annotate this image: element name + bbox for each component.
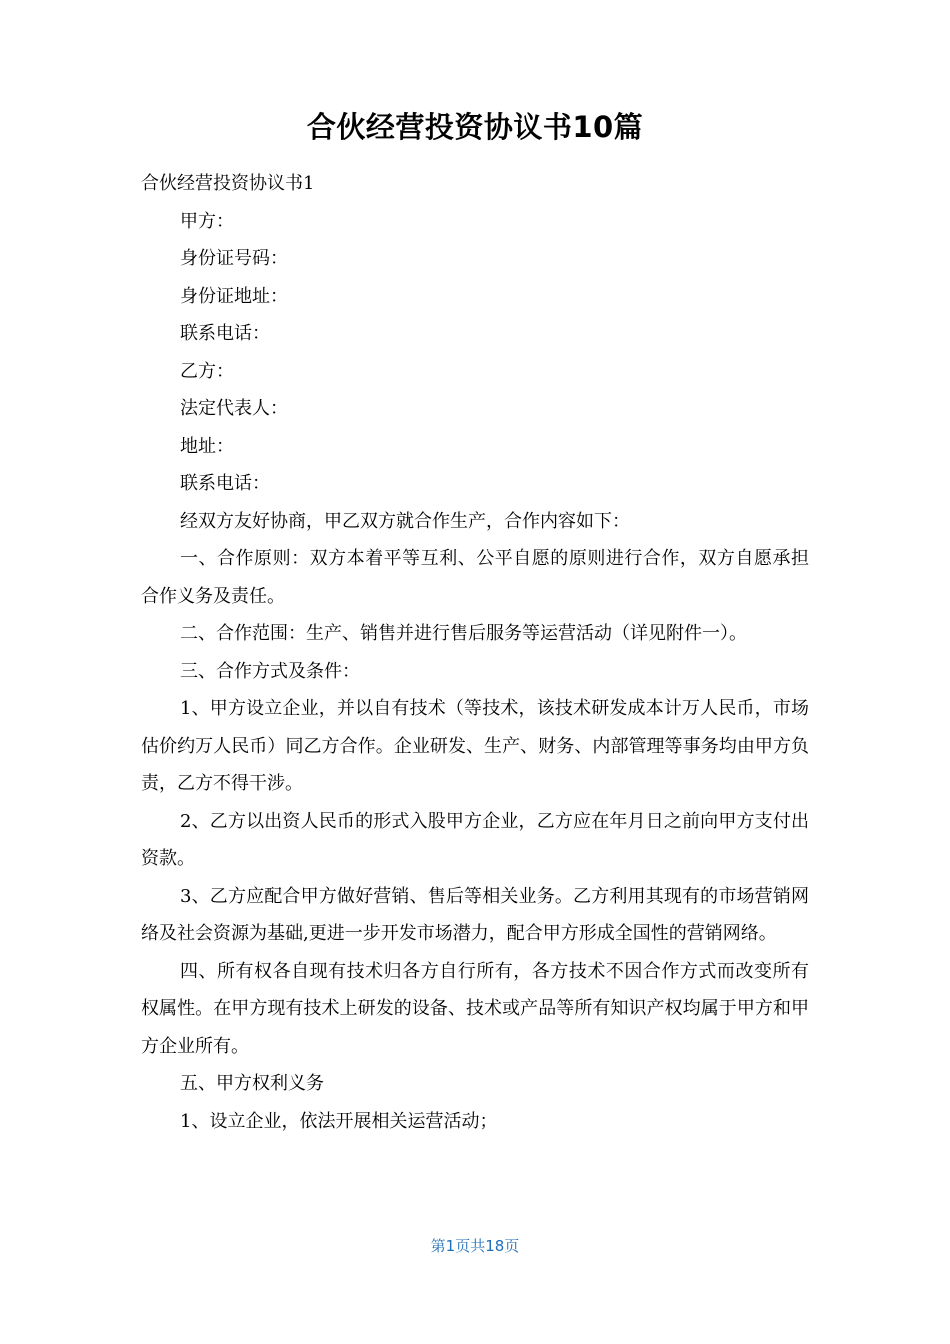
paragraph-ownership: 四、所有权各自现有技术归各方自行所有，各方技术不因合作方式而改变所有权属性。在甲方现有技术上研发的设备、技术或产品等所有知识产权均属于甲方和甲方企业所有。 [141, 960, 809, 1057]
paragraph-clause-1: 1、甲方设立企业，并以自有技术（等技术，该技术研发成本计万人民币，市场估价约万人民币）同乙方合作。企业研发、生产、财务、内部管理等事务均由甲方负责，乙方不得干涉。 [141, 698, 809, 794]
paragraph-intro: 经双方友好协商，甲乙双方就合作生产，合作内容如下： [180, 510, 630, 532]
field-party-b: 乙方： [180, 360, 234, 382]
document-title: 合伙经营投资协议书10篇 [306, 110, 644, 144]
field-party-a: 甲方： [180, 210, 234, 232]
page-number: 第1页共18页 [430, 1237, 520, 1255]
field-id-number: 身份证号码： [180, 248, 288, 269]
field-phone-b: 联系电话： [180, 473, 270, 494]
field-address: 地址： [180, 435, 234, 457]
field-legal-rep: 法定代表人： [180, 398, 288, 419]
paragraph-clause-3: 3、乙方应配合甲方做好营销、售后等相关业务。乙方利用其现有的市场营销网络及社会资源为基础,更进一步开发市场潜力，配合甲方形成全国性的营销网络。 [141, 885, 809, 944]
document-body [141, 165, 809, 1140]
paragraph-rights-1: 1、设立企业，依法开展相关运营活动； [180, 1110, 498, 1132]
paragraph-clause-2: 2、乙方以出资人民币的形式入股甲方企业，乙方应在年月日之前向甲方支付出资款。 [141, 810, 809, 869]
field-phone-a: 联系电话： [180, 323, 270, 344]
paragraph-rights-heading: 五、甲方权利义务 [180, 1073, 324, 1094]
paragraph-method-heading: 三、合作方式及条件： [180, 660, 360, 682]
section-heading: 合伙经营投资协议书1 [141, 173, 315, 194]
paragraph-principle: 一、合作原则：双方本着平等互利、公平自愿的原则进行合作，双方自愿承担合作义务及责任。 [141, 548, 809, 607]
field-id-address: 身份证地址： [180, 285, 288, 307]
paragraph-scope: 二、合作范围：生产、销售并进行售后服务等运营活动（详见附件一）。 [180, 623, 747, 644]
